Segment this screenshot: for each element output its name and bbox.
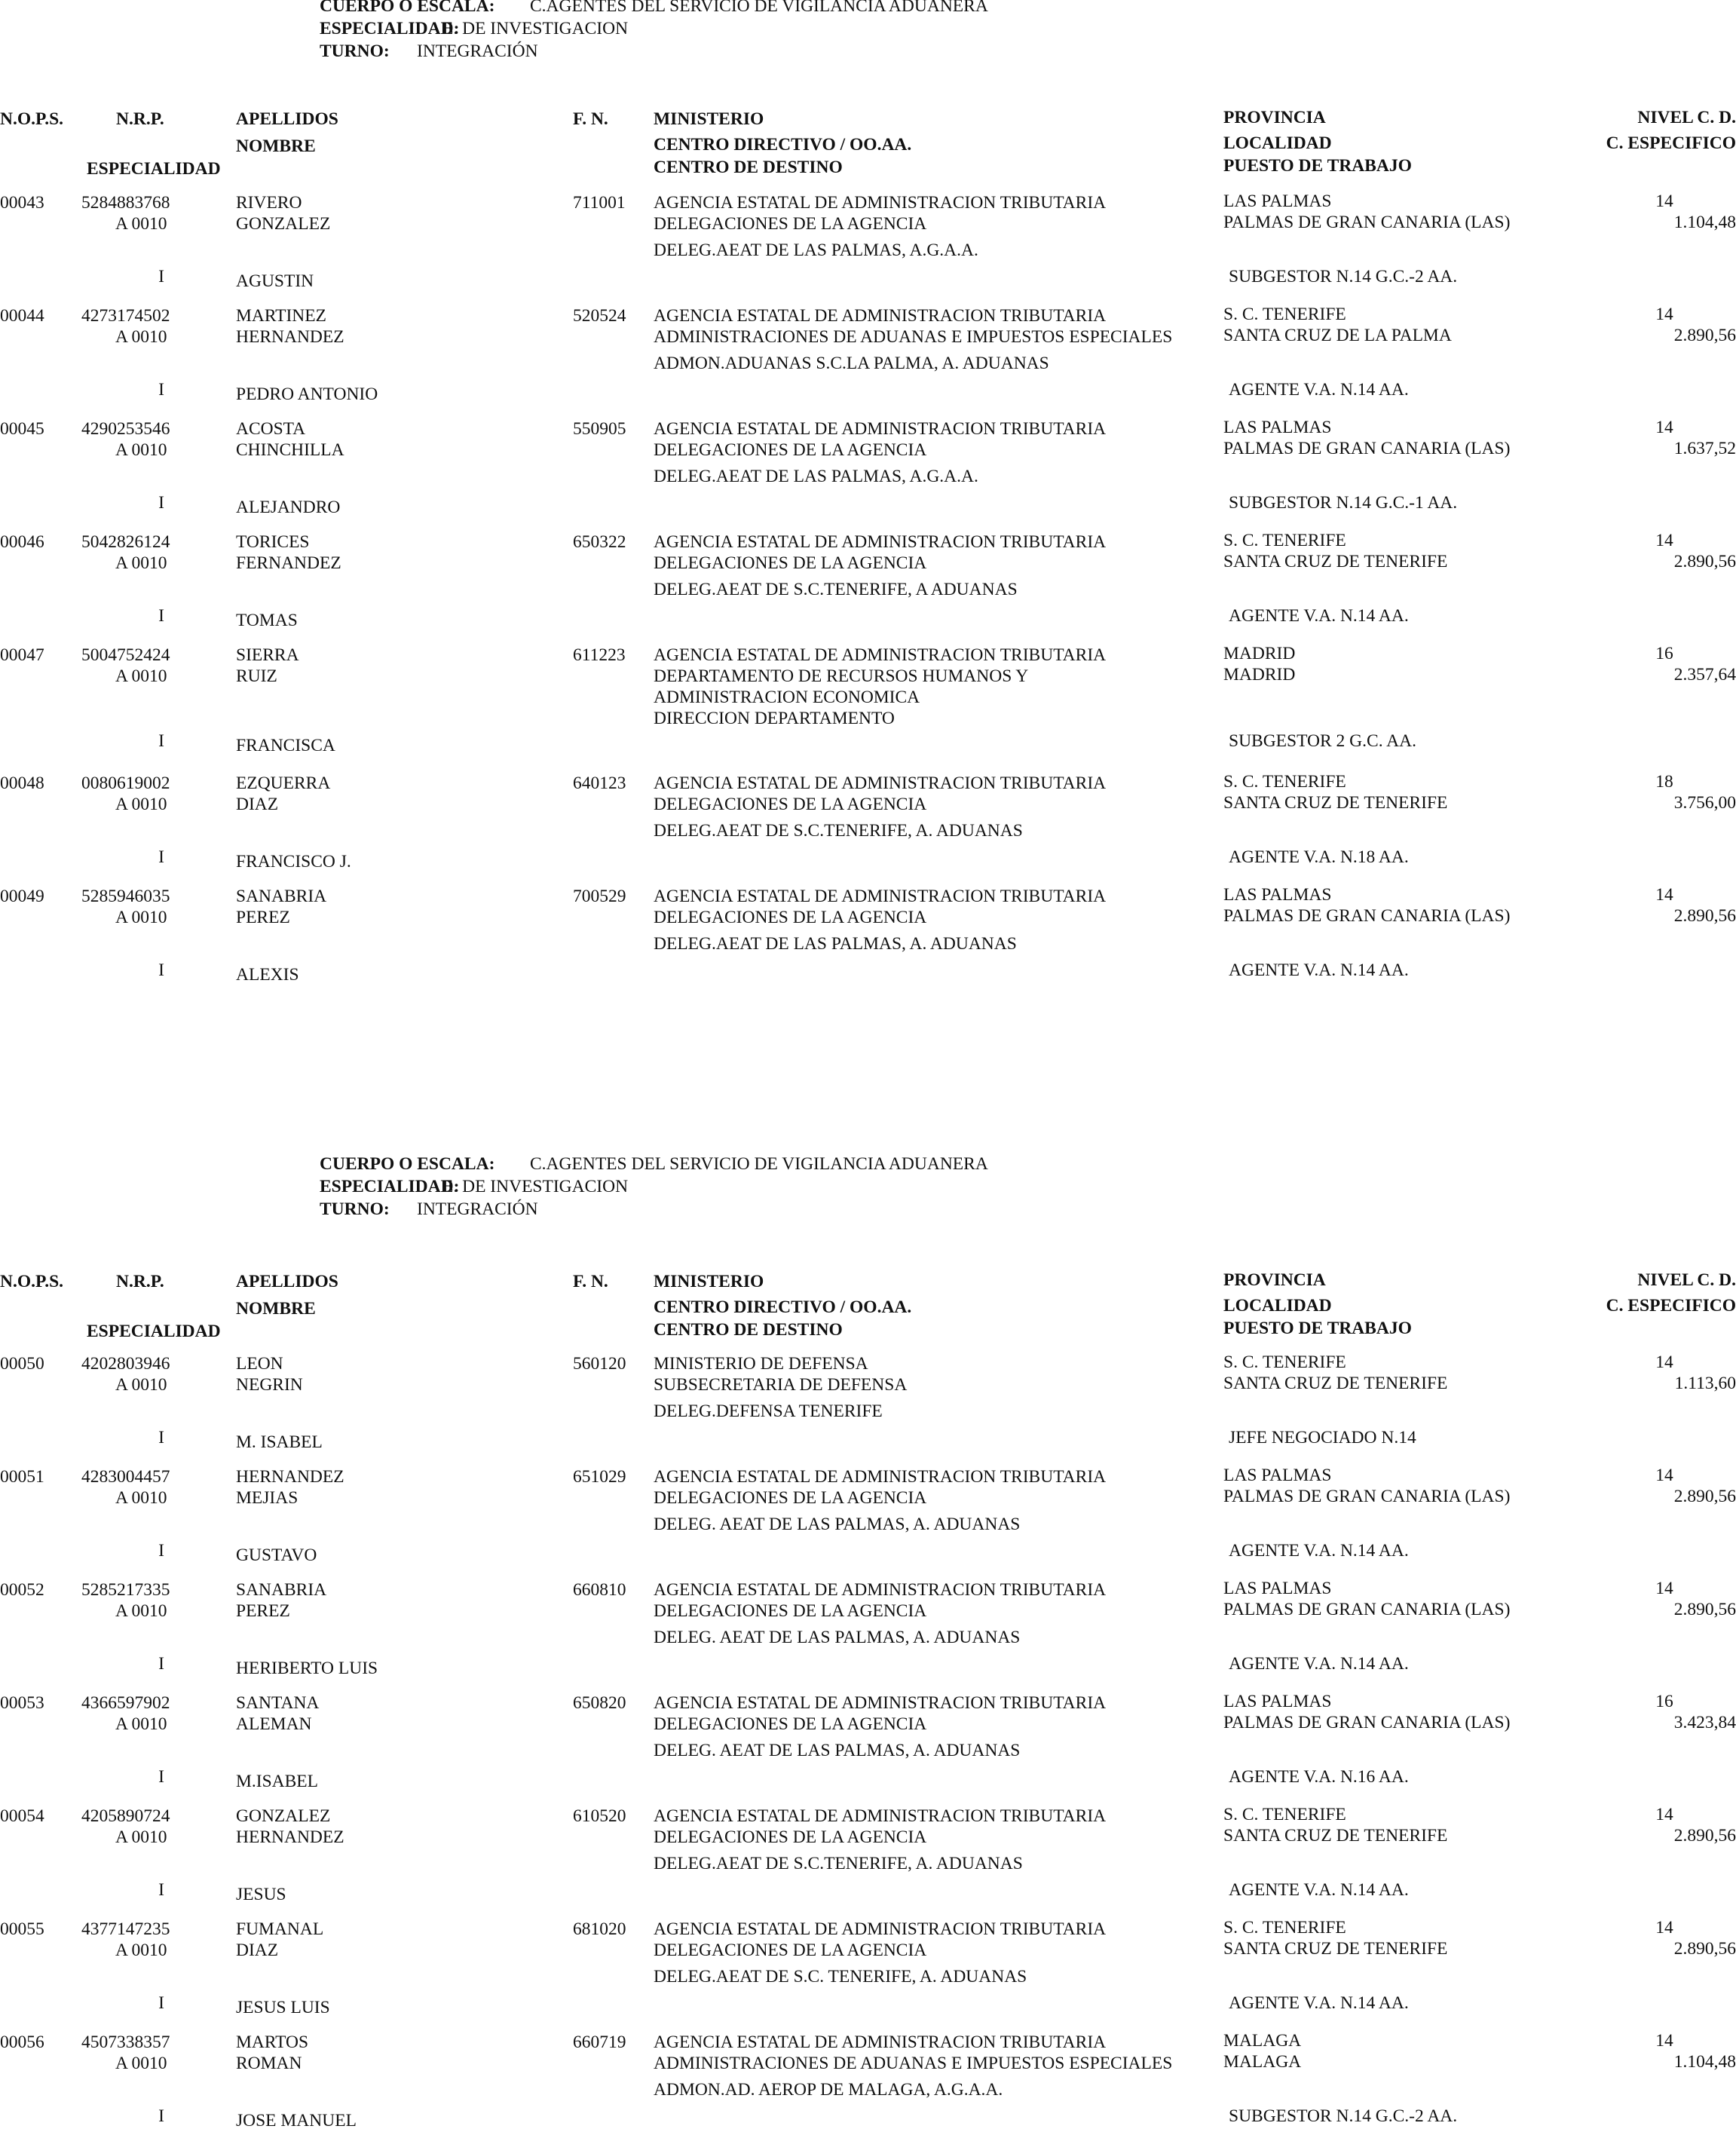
ministerio-line: ADMINISTRACIONES DE ADUANAS E IMPUESTOS ESPECIALES (654, 327, 1173, 347)
especialidad-code: A 0010 (115, 2054, 167, 2073)
fn: 610520 (573, 1806, 626, 1826)
especialidad-label: ESPECIALIDAD: (320, 19, 460, 38)
ap1: EZQUERRA (236, 773, 331, 793)
provincia: S. C. TENERIFE (1223, 1918, 1346, 1937)
col-centro-destino: CENTRO DE DESTINO (654, 158, 843, 177)
localidad: SANTA CRUZ DE TENERIFE (1223, 793, 1448, 813)
nrp: 4366597902 (81, 1693, 170, 1713)
nrp: 5285946035 (81, 887, 170, 906)
nrp: 5004752424 (81, 645, 170, 665)
ap1: LEON (236, 1354, 283, 1374)
turno-value: INTEGRACIÓN (417, 1199, 538, 1219)
col-centro-directivo: CENTRO DIRECTIVO / OO.AA. (654, 1297, 912, 1317)
especifico: 2.890,56 (1673, 906, 1736, 926)
ap2: FERNANDEZ (236, 553, 341, 573)
nombre: ALEJANDRO (236, 498, 341, 517)
nombre: GUSTAVO (236, 1545, 317, 1565)
nivel: 14 (1655, 885, 1673, 905)
ministerio-line: DELEGACIONES DE LA AGENCIA (654, 1488, 927, 1508)
fn: 681020 (573, 1919, 626, 1939)
turno-code: I (158, 847, 164, 867)
localidad: MALAGA (1223, 2052, 1302, 2072)
ap2: RUIZ (236, 666, 277, 686)
puesto: AGENTE V.A. N.14 AA. (1229, 960, 1409, 980)
nivel: 14 (1655, 1579, 1673, 1598)
provincia: LAS PALMAS (1223, 1579, 1332, 1598)
fn: 560120 (573, 1354, 626, 1374)
nivel: 18 (1655, 772, 1673, 792)
col-nivel: NIVEL C. D. (1637, 1270, 1736, 1290)
nivel: 16 (1655, 644, 1673, 663)
ap1: SIERRA (236, 645, 299, 665)
nops: 00055 (0, 1919, 44, 1939)
col-especifico: C. ESPECIFICO (1606, 133, 1736, 153)
especialidad-code: A 0010 (115, 795, 167, 814)
especialidad-code: A 0010 (115, 1714, 167, 1734)
fn: 700529 (573, 887, 626, 906)
especifico: 2.890,56 (1673, 326, 1736, 345)
turno-code: I (158, 267, 164, 286)
turno-code: I (158, 1767, 164, 1787)
turno-code: I (158, 1541, 164, 1561)
ap1: SANABRIA (236, 1580, 327, 1600)
col-ministerio: MINISTERIO (654, 109, 764, 129)
localidad: PALMAS DE GRAN CANARIA (LAS) (1223, 1487, 1511, 1506)
ap1: FUMANAL (236, 1919, 324, 1939)
nivel: 16 (1655, 1692, 1673, 1711)
fn: 650322 (573, 532, 626, 552)
ministerio-line: AGENCIA ESTATAL DE ADMINISTRACION TRIBUTARIA (654, 1580, 1107, 1600)
ministerio-line: AGENCIA ESTATAL DE ADMINISTRACION TRIBUTARIA (654, 1467, 1107, 1487)
ap1: SANABRIA (236, 887, 327, 906)
turno-code: I (158, 606, 164, 626)
nombre: FRANCISCA (236, 736, 335, 755)
ap2: CHINCHILLA (236, 440, 344, 460)
localidad: SANTA CRUZ DE LA PALMA (1223, 326, 1452, 345)
ministerio-line: DELEGACIONES DE LA AGENCIA (654, 1827, 927, 1847)
col-nops: N.O.P.S. (0, 1272, 64, 1291)
ap2: PEREZ (236, 1601, 290, 1621)
ministerio-line: DELEGACIONES DE LA AGENCIA (654, 553, 927, 573)
especialidad-code: A 0010 (115, 1488, 167, 1508)
localidad: MADRID (1223, 665, 1296, 685)
nrp: 4283004457 (81, 1467, 170, 1487)
ministerio-line: DELEGACIONES DE LA AGENCIA (654, 1941, 927, 1960)
nombre: HERIBERTO LUIS (236, 1659, 378, 1678)
ap1: RIVERO (236, 193, 302, 213)
nombre: PEDRO ANTONIO (236, 384, 378, 404)
especifico: 3.423,84 (1673, 1713, 1736, 1732)
ap2: DIAZ (236, 1941, 279, 1960)
turno-code: I (158, 1993, 164, 2013)
especialidad-code: A 0010 (115, 214, 167, 234)
puesto: AGENTE V.A. N.14 AA. (1229, 1654, 1409, 1674)
col-especialidad: ESPECIALIDAD (87, 1322, 221, 1341)
turno-label: TURNO: (320, 1199, 390, 1219)
fn: 660810 (573, 1580, 626, 1600)
nrp: 5284883768 (81, 193, 170, 213)
centro-destino: ADMON.AD. AEROP DE MALAGA, A.G.A.A. (654, 2080, 1003, 2100)
especialidad-code: A 0010 (115, 908, 167, 927)
col-centro-destino: CENTRO DE DESTINO (654, 1320, 843, 1340)
nops: 00046 (0, 532, 44, 552)
ap2: GONZALEZ (236, 214, 331, 234)
centro-destino: DELEG.AEAT DE S.C.TENERIFE, A. ADUANAS (654, 1854, 1023, 1873)
ap2: ROMAN (236, 2054, 302, 2073)
provincia: S. C. TENERIFE (1223, 772, 1346, 792)
ministerio-line: ADMINISTRACION ECONOMICA (654, 688, 920, 707)
puesto: AGENTE V.A. N.14 AA. (1229, 380, 1409, 400)
puesto: AGENTE V.A. N.14 AA. (1229, 606, 1409, 626)
col-localidad: LOCALIDAD (1223, 133, 1332, 153)
provincia: S. C. TENERIFE (1223, 531, 1346, 550)
nops: 00051 (0, 1467, 44, 1487)
col-nops: N.O.P.S. (0, 109, 64, 129)
especifico: 2.890,56 (1673, 552, 1736, 571)
turno-code: I (158, 1880, 164, 1900)
provincia: LAS PALMAS (1223, 1692, 1332, 1711)
puesto: SUBGESTOR 2 G.C. AA. (1229, 731, 1416, 751)
cuerpo-label: CUERPO O ESCALA: (320, 0, 495, 16)
centro-destino: ADMON.ADUANAS S.C.LA PALMA, A. ADUANAS (654, 354, 1049, 373)
localidad: PALMAS DE GRAN CANARIA (LAS) (1223, 906, 1511, 926)
fn: 550905 (573, 419, 626, 439)
puesto: SUBGESTOR N.14 G.C.-2 AA. (1229, 267, 1458, 286)
col-nrp: N.R.P. (116, 1272, 164, 1291)
ap2: DIAZ (236, 795, 279, 814)
nrp: 5042826124 (81, 532, 170, 552)
col-especialidad: ESPECIALIDAD (87, 159, 221, 179)
cuerpo-value: C.AGENTES DEL SERVICIO DE VIGILANCIA ADUANERA (530, 1154, 988, 1174)
localidad: SANTA CRUZ DE TENERIFE (1223, 1826, 1448, 1846)
nops: 00043 (0, 193, 44, 213)
ap2: ALEMAN (236, 1714, 312, 1734)
turno-code: I (158, 1654, 164, 1674)
centro-destino: DELEG. AEAT DE LAS PALMAS, A. ADUANAS (654, 1515, 1021, 1534)
provincia: S. C. TENERIFE (1223, 305, 1346, 324)
provincia: MADRID (1223, 644, 1296, 663)
provincia: LAS PALMAS (1223, 418, 1332, 437)
provincia: S. C. TENERIFE (1223, 1352, 1346, 1372)
fn: 651029 (573, 1467, 626, 1487)
ap1: MARTINEZ (236, 306, 326, 326)
col-puesto: PUESTO DE TRABAJO (1223, 1319, 1412, 1338)
localidad: SANTA CRUZ DE TENERIFE (1223, 1939, 1448, 1959)
nrp: 4290253546 (81, 419, 170, 439)
centro-destino: DELEG.AEAT DE LAS PALMAS, A.G.A.A. (654, 467, 978, 486)
fn: 650820 (573, 1693, 626, 1713)
col-nombre: NOMBRE (236, 1299, 316, 1319)
nivel: 14 (1655, 305, 1673, 324)
localidad: PALMAS DE GRAN CANARIA (LAS) (1223, 213, 1511, 232)
especifico: 2.890,56 (1673, 1939, 1736, 1959)
ministerio-line: AGENCIA ESTATAL DE ADMINISTRACION TRIBUTARIA (654, 887, 1107, 906)
nrp: 5285217335 (81, 1580, 170, 1600)
nrp: 4507338357 (81, 2032, 170, 2052)
nops: 00056 (0, 2032, 44, 2052)
ap1: HERNANDEZ (236, 1467, 344, 1487)
centro-destino: DELEG.AEAT DE LAS PALMAS, A.G.A.A. (654, 240, 978, 260)
provincia: LAS PALMAS (1223, 885, 1332, 905)
nombre: TOMAS (236, 611, 298, 630)
especialidad-code: A 0010 (115, 440, 167, 460)
especialidad-code: A 0010 (115, 666, 167, 686)
especifico: 1.637,52 (1673, 439, 1736, 458)
fn: 711001 (573, 193, 626, 213)
centro-destino: DELEG. AEAT DE LAS PALMAS, A. ADUANAS (654, 1741, 1021, 1760)
ministerio-line: DELEGACIONES DE LA AGENCIA (654, 214, 927, 234)
nombre: AGUSTIN (236, 271, 314, 291)
especifico: 2.890,56 (1673, 1826, 1736, 1846)
ap1: TORICES (236, 532, 310, 552)
cuerpo-value: C.AGENTES DEL SERVICIO DE VIGILANCIA ADUANERA (530, 0, 988, 16)
nombre: ALEXIS (236, 965, 299, 985)
col-especifico: C. ESPECIFICO (1606, 1296, 1736, 1316)
especifico: 3.756,00 (1673, 793, 1736, 813)
ap2: PEREZ (236, 908, 290, 927)
nrp: 4377147235 (81, 1919, 170, 1939)
nops: 00048 (0, 773, 44, 793)
especifico: 2.890,56 (1673, 1487, 1736, 1506)
nops: 00045 (0, 419, 44, 439)
col-provincia: PROVINCIA (1223, 108, 1326, 127)
nrp: 4202803946 (81, 1354, 170, 1374)
col-ministerio: MINISTERIO (654, 1272, 764, 1291)
ministerio-line: AGENCIA ESTATAL DE ADMINISTRACION TRIBUTARIA (654, 2032, 1107, 2052)
col-nivel: NIVEL C. D. (1637, 108, 1736, 127)
fn: 660719 (573, 2032, 626, 2052)
centro-destino: DELEG.DEFENSA TENERIFE (654, 1401, 883, 1421)
col-provincia: PROVINCIA (1223, 1270, 1326, 1290)
ministerio-line: AGENCIA ESTATAL DE ADMINISTRACION TRIBUTARIA (654, 193, 1107, 213)
nops: 00054 (0, 1806, 44, 1826)
puesto: AGENTE V.A. N.16 AA. (1229, 1767, 1409, 1787)
centro-destino: DELEG.AEAT DE S.C.TENERIFE, A. ADUANAS (654, 821, 1023, 841)
ministerio-line: DELEGACIONES DE LA AGENCIA (654, 440, 927, 460)
nivel: 14 (1655, 1918, 1673, 1937)
fn: 520524 (573, 306, 626, 326)
localidad: SANTA CRUZ DE TENERIFE (1223, 552, 1448, 571)
ap2: HERNANDEZ (236, 327, 344, 347)
col-nombre: NOMBRE (236, 136, 316, 156)
puesto: AGENTE V.A. N.14 AA. (1229, 1993, 1409, 2013)
especialidad-code: A 0010 (115, 1601, 167, 1621)
fn: 640123 (573, 773, 626, 793)
ap1: GONZALEZ (236, 1806, 331, 1826)
ministerio-line: DEPARTAMENTO DE RECURSOS HUMANOS Y (654, 666, 1029, 686)
provincia: LAS PALMAS (1223, 1466, 1332, 1485)
nivel: 14 (1655, 191, 1673, 211)
especifico: 1.104,48 (1673, 2052, 1736, 2072)
turno-code: I (158, 1428, 164, 1447)
puesto: AGENTE V.A. N.14 AA. (1229, 1541, 1409, 1561)
nops: 00044 (0, 306, 44, 326)
ap2: NEGRIN (236, 1375, 303, 1395)
turno-code: I (158, 493, 164, 513)
puesto: JEFE NEGOCIADO N.14 (1229, 1428, 1416, 1447)
especifico: 1.104,48 (1673, 213, 1736, 232)
ministerio-line: AGENCIA ESTATAL DE ADMINISTRACION TRIBUTARIA (654, 645, 1107, 665)
localidad: PALMAS DE GRAN CANARIA (LAS) (1223, 1713, 1511, 1732)
especialidad-code: A 0010 (115, 553, 167, 573)
ap1: MARTOS (236, 2032, 309, 2052)
nops: 00049 (0, 887, 44, 906)
especifico: 2.890,56 (1673, 1600, 1736, 1619)
especifico: 1.113,60 (1674, 1374, 1736, 1393)
turno-code: I (158, 960, 164, 980)
especialidad-code: A 0010 (115, 327, 167, 347)
especialidad-code: A 0010 (115, 1941, 167, 1960)
nombre: JESUS (236, 1885, 286, 1904)
ministerio-line: AGENCIA ESTATAL DE ADMINISTRACION TRIBUTARIA (654, 773, 1107, 793)
nops: 00050 (0, 1354, 44, 1374)
puesto: AGENTE V.A. N.14 AA. (1229, 1880, 1409, 1900)
ap1: ACOSTA (236, 419, 306, 439)
nivel: 14 (1655, 531, 1673, 550)
especialidad-code: A 0010 (115, 1375, 167, 1395)
nivel: 14 (1655, 2031, 1673, 2051)
nrp: 0080619002 (81, 773, 170, 793)
nrp: 4273174502 (81, 306, 170, 326)
nivel: 14 (1655, 1805, 1673, 1824)
localidad: SANTA CRUZ DE TENERIFE (1223, 1374, 1448, 1393)
turno-code: I (158, 380, 164, 400)
ministerio-line: DELEGACIONES DE LA AGENCIA (654, 908, 927, 927)
provincia: MALAGA (1223, 2031, 1302, 2051)
nombre: FRANCISCO J. (236, 852, 351, 871)
especialidad-code: A 0010 (115, 1827, 167, 1847)
nops: 00047 (0, 645, 44, 665)
ministerio-line: DELEGACIONES DE LA AGENCIA (654, 1714, 927, 1734)
ministerio-line: MINISTERIO DE DEFENSA (654, 1354, 868, 1374)
turno-code: I (158, 2106, 164, 2126)
ap1: SANTANA (236, 1693, 320, 1713)
ministerio-line: AGENCIA ESTATAL DE ADMINISTRACION TRIBUTARIA (654, 419, 1107, 439)
ap2: HERNANDEZ (236, 1827, 344, 1847)
puesto: AGENTE V.A. N.18 AA. (1229, 847, 1409, 867)
ministerio-line: AGENCIA ESTATAL DE ADMINISTRACION TRIBUTARIA (654, 1919, 1107, 1939)
turno-label: TURNO: (320, 41, 390, 61)
turno-value: INTEGRACIÓN (417, 41, 538, 61)
fn: 611223 (573, 645, 626, 665)
col-fn: F. N. (573, 1272, 608, 1291)
ministerio-line: AGENCIA ESTATAL DE ADMINISTRACION TRIBUTARIA (654, 532, 1107, 552)
ap2: MEJIAS (236, 1488, 299, 1508)
ministerio-line: ADMINISTRACIONES DE ADUANAS E IMPUESTOS ESPECIALES (654, 2054, 1173, 2073)
especialidad-value: E. DE INVESTIGACION (442, 1177, 629, 1196)
localidad: PALMAS DE GRAN CANARIA (LAS) (1223, 1600, 1511, 1619)
provincia: S. C. TENERIFE (1223, 1805, 1346, 1824)
nombre: M. ISABEL (236, 1432, 323, 1452)
nombre: JOSE MANUEL (236, 2111, 357, 2130)
provincia: LAS PALMAS (1223, 191, 1332, 211)
nivel: 14 (1655, 418, 1673, 437)
centro-destino: DELEG. AEAT DE LAS PALMAS, A. ADUANAS (654, 1628, 1021, 1647)
ministerio-line: DIRECCION DEPARTAMENTO (654, 709, 895, 728)
nombre: JESUS LUIS (236, 1998, 330, 2017)
nombre: M.ISABEL (236, 1772, 319, 1791)
ministerio-line: DELEGACIONES DE LA AGENCIA (654, 795, 927, 814)
ministerio-line: AGENCIA ESTATAL DE ADMINISTRACION TRIBUTARIA (654, 1806, 1107, 1826)
nrp: 4205890724 (81, 1806, 170, 1826)
col-apellidos: APELLIDOS (236, 1272, 338, 1291)
especialidad-label: ESPECIALIDAD: (320, 1177, 460, 1196)
nivel: 14 (1655, 1466, 1673, 1485)
centro-destino: DELEG.AEAT DE LAS PALMAS, A. ADUANAS (654, 934, 1017, 954)
ministerio-line: SUBSECRETARIA DE DEFENSA (654, 1375, 908, 1395)
col-fn: F. N. (573, 109, 608, 129)
ministerio-line: AGENCIA ESTATAL DE ADMINISTRACION TRIBUTARIA (654, 306, 1107, 326)
puesto: SUBGESTOR N.14 G.C.-1 AA. (1229, 493, 1458, 513)
nops: 00052 (0, 1580, 44, 1600)
especialidad-value: E. DE INVESTIGACION (442, 19, 629, 38)
ministerio-line: DELEGACIONES DE LA AGENCIA (654, 1601, 927, 1621)
centro-destino: DELEG.AEAT DE S.C. TENERIFE, A. ADUANAS (654, 1967, 1027, 1986)
col-apellidos: APELLIDOS (236, 109, 338, 129)
col-nrp: N.R.P. (116, 109, 164, 129)
nops: 00053 (0, 1693, 44, 1713)
ministerio-line: AGENCIA ESTATAL DE ADMINISTRACION TRIBUTARIA (654, 1693, 1107, 1713)
turno-code: I (158, 731, 164, 751)
localidad: PALMAS DE GRAN CANARIA (LAS) (1223, 439, 1511, 458)
centro-destino: DELEG.AEAT DE S.C.TENERIFE, A ADUANAS (654, 580, 1018, 599)
col-localidad: LOCALIDAD (1223, 1296, 1332, 1316)
cuerpo-label: CUERPO O ESCALA: (320, 1154, 495, 1174)
nivel: 14 (1655, 1352, 1673, 1372)
col-centro-directivo: CENTRO DIRECTIVO / OO.AA. (654, 135, 912, 155)
col-puesto: PUESTO DE TRABAJO (1223, 156, 1412, 176)
puesto: SUBGESTOR N.14 G.C.-2 AA. (1229, 2106, 1458, 2126)
especifico: 2.357,64 (1673, 665, 1736, 685)
